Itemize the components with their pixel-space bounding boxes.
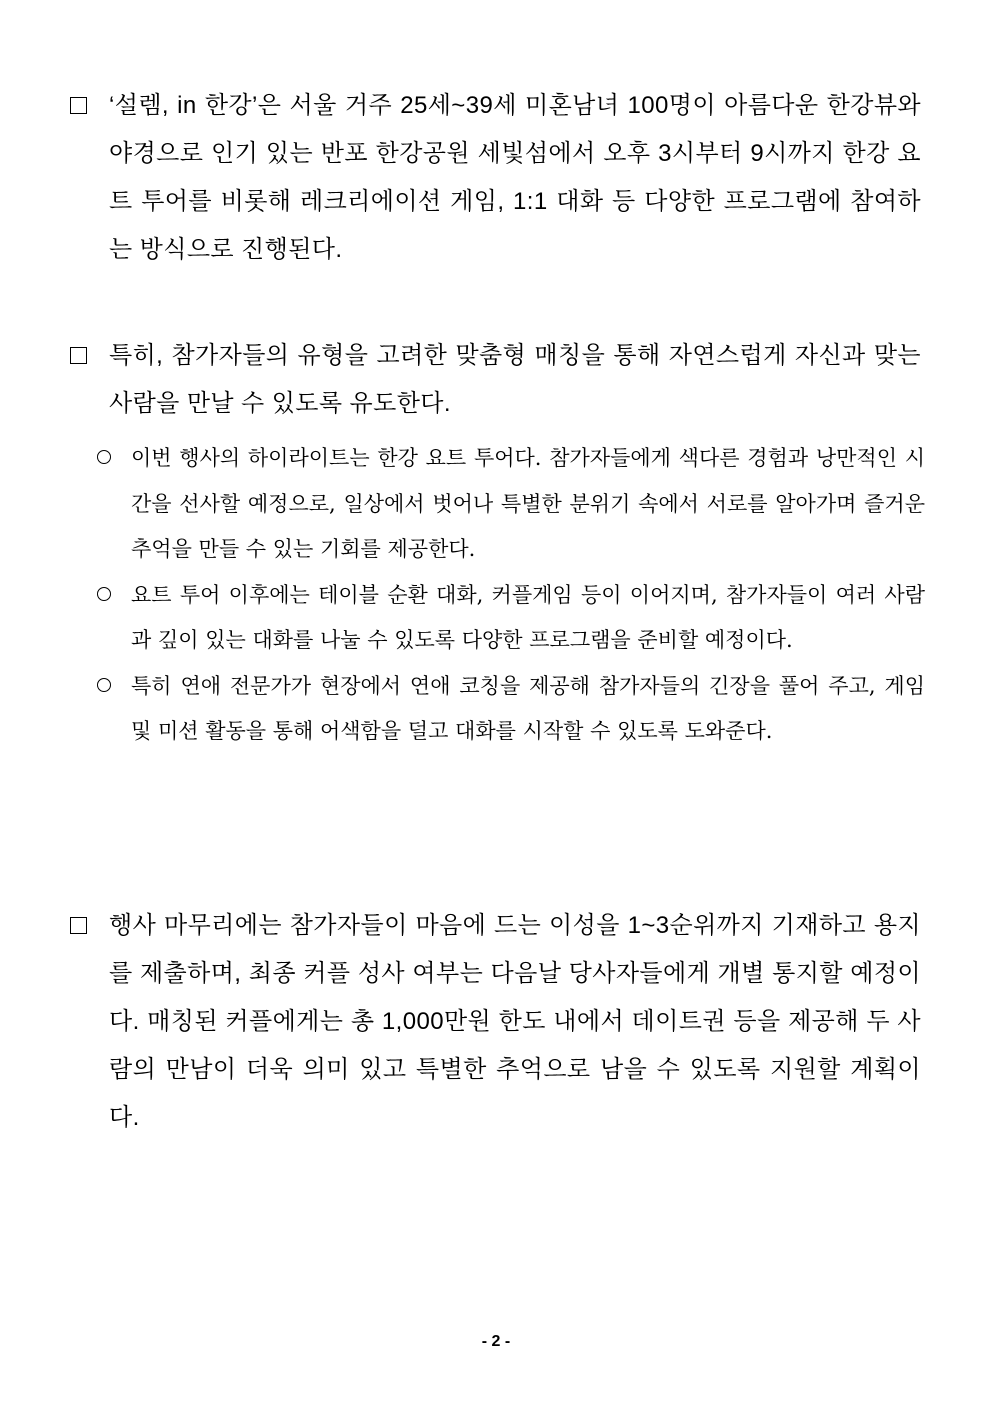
circle-bullet-icon bbox=[97, 450, 111, 464]
sub-item-list bbox=[97, 436, 925, 755]
sub-item bbox=[97, 664, 925, 755]
section-text: ‘설렘, in 한강’은 서울 거주 25세~39세 미혼남녀 100명이 아름다운 한강뷰와 야경으로 인기 있는 반포 한강공원 세빛섬에서 오후 3시부터 9시까지 한강 요트 투어를 비롯해 레크리에이션 게임, 1:1 대화 등 다양한 프로그램에 참여하는 방식으로 진행된다. bbox=[109, 92, 921, 263]
square-bullet-icon bbox=[70, 97, 87, 114]
sub-item-text: 이번 행사의 하이라이트는 한강 요트 투어다. 참가자들에게 색다른 경험과 낭만적인 시간을 선사할 예정으로, 일상에서 벗어나 특별한 분위기 속에서 서로를 알아가며 즐거운 추억을 만들 수 있는 기회를 제공한다. bbox=[131, 446, 925, 561]
section-text: 행사 마무리에는 참가자들이 마음에 드는 이성을 1~3순위까지 기재하고 용지를 제출하며, 최종 커플 성사 여부는 다음날 당사자들에게 개별 통지할 예정이다. 매칭된 커플에게는 총 1,000만원 한도 내에서 데이트권 등을 제공해 두 사람의 만남이 더욱 의미 있고 특별한 추억으로 남을 수 있도록 지원할 계획이다. bbox=[109, 912, 921, 1131]
section-text: 특히, 참가자들의 유형을 고려한 맞춤형 매칭을 통해 자연스럽게 자신과 맞는 사람을 만날 수 있도록 유도한다. bbox=[109, 342, 921, 417]
sub-item-text: 특히 연애 전문가가 현장에서 연애 코칭을 제공해 참가자들의 긴장을 풀어 주고, 게임 및 미션 활동을 통해 어색함을 덜고 대화를 시작할 수 있도록 도와준다. bbox=[131, 673, 925, 743]
sub-item bbox=[97, 436, 925, 573]
section-2 bbox=[70, 332, 925, 428]
page-number: - 2 - bbox=[481, 1333, 511, 1350]
circle-bullet-icon bbox=[97, 678, 111, 692]
section-1 bbox=[70, 82, 925, 274]
section-item bbox=[70, 82, 925, 274]
section-item bbox=[70, 332, 925, 428]
square-bullet-icon bbox=[70, 347, 87, 364]
sub-item-text: 요트 투어 이후에는 테이블 순환 대화, 커플게임 등이 이어지며, 참가자들이 여러 사람과 깊이 있는 대화를 나눌 수 있도록 다양한 프로그램을 준비할 예정이다. bbox=[131, 582, 926, 652]
square-bullet-icon bbox=[70, 917, 87, 934]
section-item bbox=[70, 902, 925, 1142]
section-3 bbox=[70, 902, 925, 1142]
sub-item bbox=[97, 573, 925, 664]
circle-bullet-icon bbox=[97, 587, 111, 601]
